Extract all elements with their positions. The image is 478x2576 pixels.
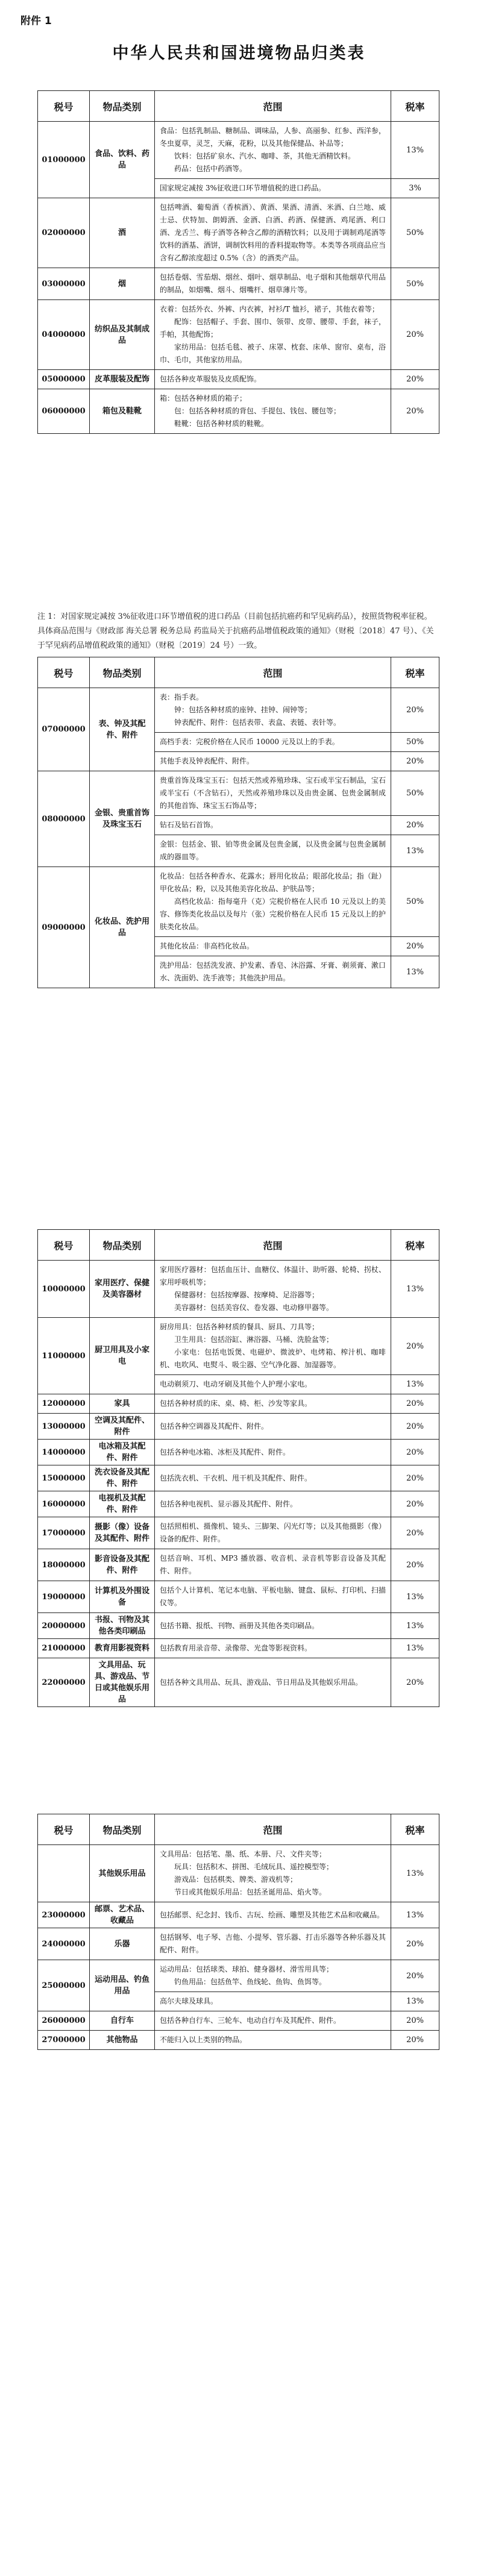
table-row [38,1845,439,1902]
range-line: 钟：包括各种材质的座钟、挂钟、闹钟等； [174,706,312,714]
range-line: 其他化妆品：非高档化妆品。 [160,942,254,950]
range-cell [155,1581,391,1613]
category-name: 表、钟及其配件、附件 [90,688,155,771]
category-name: 自行车 [90,2011,155,2031]
tax-rate: 13% [391,1261,439,1318]
tax-rate: 13% [391,1845,439,1902]
table-row [38,1465,439,1491]
category-name: 影音设备及其配件、附件 [90,1549,155,1581]
table-row [38,1414,439,1440]
range-line: 小家电：包括电饭煲、电磁炉、微波炉、电烤箱、榨汁机、咖啡机、电吹风、电熨斗、吸尘器、空气净化器、加湿器等。 [160,1348,386,1369]
tax-rate: 20% [391,389,439,434]
range-line: 钓鱼用品：包括鱼竿、鱼线轮、鱼钩、鱼饵等。 [174,1978,327,1986]
table-note: 注 1：对国家规定减按 3%征收进口环节增值税的进口药品（目前包括抗癌药和罕见病药品），按照货物税率征税。具体商品范围与《财政部 海关总署 税务总局 药监局关于抗癌药品增值税政策的通知》（财税〔2018〕47 号）、《关于罕见病药品增值税政策的通知》（财税〔2019〕24 号）一致。 [37,612,434,650]
range-line: 美容器材：包括美容仪、卷发器、电动修甲器等。 [174,1303,334,1312]
category-name: 电冰箱及其配件、附件 [90,1440,155,1465]
range-line: 包括邮票、纪念封、钱币、古玩、绘画、雕塑及其他艺术品和收藏品。 [160,1910,385,1919]
range-cell [155,733,391,752]
range-cell [155,1261,391,1318]
category-name: 烟 [90,268,155,300]
range-cell [155,1992,391,2011]
range-cell [155,2031,391,2050]
range-line: 节日或其他娱乐用品：包括圣诞用品、焰火等。 [174,1888,327,1896]
tax-rate: 20% [391,300,439,370]
range-cell [155,816,391,835]
header-code: 税号 [38,1230,90,1261]
header-rate: 税率 [391,91,439,122]
tax-rate: 13% [391,1902,439,1928]
tariff-code: 01000000 [38,122,90,198]
attachment-label: 附件 1 [20,15,52,27]
table-row [38,688,439,733]
range-cell [155,2011,391,2031]
tax-rate: 13% [391,1613,439,1639]
table-row [38,1318,439,1375]
table-row [38,1517,439,1549]
range-cell [155,937,391,956]
table-row [38,1639,439,1658]
table-row [38,1902,439,1928]
classification-table-part-1 [37,90,439,434]
range-line: 玩具：包括积木、拼图、毛绒玩具、遥控模型等； [174,1863,334,1871]
range-line: 高档化妆品：指每毫升（克）完税价格在人民币 10 元及以上的美容、修饰类化妆品以及每片（张）完税价格在人民币 15 元及以上的护肤类化妆品。 [160,897,386,931]
table-row [38,1440,439,1465]
range-line: 包括钢琴、电子琴、吉他、小提琴、管乐器、打击乐器等各种乐器及其配件、附件。 [160,1933,386,1954]
range-cell [155,1375,391,1394]
table-row [38,1394,439,1414]
table-row [38,122,439,179]
range-line: 电动剃须刀、电动牙刷及其他个人护理小家电。 [160,1380,312,1388]
range-line: 包括各种材质的床、桌、椅、柜、沙发等家具。 [160,1399,312,1408]
range-cell [155,389,391,434]
range-cell [155,1318,391,1375]
category-name: 箱包及鞋靴 [90,389,155,434]
header-range: 范围 [155,657,391,688]
range-line: 表：指手表。 [160,693,204,701]
range-line: 包括各种电视机、显示器及其配件、附件。 [160,1499,298,1508]
tax-rate: 20% [391,1658,439,1707]
range-cell [155,179,391,198]
table-row [38,370,439,389]
header-row [38,1230,439,1261]
range-line: 钟表配件、附件：包括表带、表盒、表链、表针等。 [174,718,341,727]
tax-rate: 20% [391,370,439,389]
tax-rate: 50% [391,268,439,300]
tariff-code: 08000000 [38,771,90,867]
tariff-code: 21000000 [38,1639,90,1658]
header-code: 税号 [38,657,90,688]
tariff-code: 09000000 [38,867,90,988]
range-line: 其他手表及钟表配件、附件。 [160,757,254,765]
range-cell [155,370,391,389]
range-line: 包括各种空调器及其配件、附件。 [160,1421,269,1431]
header-row [38,91,439,122]
tariff-code: 24000000 [38,1928,90,1960]
category-name: 空调及其配件、附件 [90,1414,155,1440]
range-line: 食品：包括乳制品、糖制品、调味品，人参、高丽参、红参、西洋参，冬虫夏草，灵芝，天麻，花粉，以及其他保健品、补品等； [160,127,386,148]
page-title: 中华人民共和国进境物品归类表 [112,44,366,63]
table-row [38,1261,439,1318]
range-line: 卫生用具：包括浴缸、淋浴器、马桶、洗脸盆等； [174,1335,334,1344]
header-code: 税号 [38,91,90,122]
table-row [38,1928,439,1960]
range-line: 家用医疗器材：包括血压计、血糖仪、体温计、助听器、轮椅、拐杖、家用呼吸机等； [160,1265,386,1286]
range-line: 包括各种文具用品、玩具、游戏品、节日用品及其他娱乐用品。 [160,1678,363,1687]
tax-rate: 20% [391,1517,439,1549]
tariff-code: 04000000 [38,300,90,370]
header-category: 物品类别 [90,1814,155,1845]
category-name: 电视机及其配件、附件 [90,1491,155,1517]
tax-rate: 20% [391,1465,439,1491]
tariff-code: 22000000 [38,1658,90,1707]
tariff-code: 20000000 [38,1613,90,1639]
range-line: 高档手表：完税价格在人民币 10000 元及以上的手表。 [160,738,339,746]
range-cell [155,1394,391,1414]
header-rate: 税率 [391,657,439,688]
range-line: 配饰：包括帽子、手套、围巾、领带、皮带、腰带、手套，袜子，手帕，其他配饰； [160,318,386,339]
category-name: 乐器 [90,1928,155,1960]
table-row [38,2031,439,2050]
table-row [38,1613,439,1639]
tax-rate: 20% [391,1414,439,1440]
tax-rate: 20% [391,937,439,956]
range-line: 包括教育用录音带、录像带、光盘等影视资料。 [160,1644,312,1652]
range-line: 包括各种皮革服装及皮质配饰。 [160,375,262,383]
range-line: 金银：包括金、银、铂等贵金属及包贵金属，以及贵金属与包贵金属制成的器皿等。 [160,840,386,861]
range-line: 包括个人计算机、笔记本电脑、平板电脑、键盘、鼠标、打印机、扫描仪等。 [160,1586,386,1607]
range-cell [155,1928,391,1960]
range-cell [155,198,391,268]
tax-rate: 13% [391,1992,439,2011]
tax-rate: 20% [391,816,439,835]
tariff-code: 17000000 [38,1517,90,1549]
range-line: 文具用品：包括笔、墨、纸、本册、尺、文件夹等； [160,1850,327,1858]
tax-rate: 20% [391,1960,439,1992]
tax-rate: 20% [391,1928,439,1960]
range-cell [155,1440,391,1465]
range-line: 包：包括各种材质的背包、手提包、钱包、腰包等； [174,407,341,415]
range-cell [155,956,391,988]
category-name: 书报、刊物及其他各类印刷品 [90,1613,155,1639]
range-line: 包括卷烟、雪茄烟、烟丝、烟叶、烟草制品、电子烟和其他烟草代用品的制品，如烟嘴、烟斗、烟嘴杆、烟草薄片等。 [160,273,386,294]
category-name: 文具用品、玩具、游戏品、节日或其他娱乐用品 [90,1658,155,1707]
header-rate: 税率 [391,1230,439,1261]
category-name: 洗衣设备及其配件、附件 [90,1465,155,1491]
header-category: 物品类别 [90,91,155,122]
range-line: 包括各种自行车、三轮车、电动自行车及其配件、附件。 [160,2016,341,2025]
tariff-code: 27000000 [38,2031,90,2050]
tariff-code: 07000000 [38,688,90,771]
category-name: 食品、饮料、药品 [90,122,155,198]
tariff-code: 18000000 [38,1549,90,1581]
table-row [38,389,439,434]
tariff-code: 02000000 [38,198,90,268]
range-cell [155,1639,391,1658]
tariff-code: 25000000 [38,1960,90,2011]
tax-rate: 20% [391,1318,439,1375]
tax-rate: 13% [391,122,439,179]
classification-table-part-3 [37,1229,439,1707]
header-range: 范围 [155,91,391,122]
tariff-code: 12000000 [38,1394,90,1414]
table-row [38,771,439,816]
tariff-code: 16000000 [38,1491,90,1517]
range-cell [155,1613,391,1639]
category-name: 金银、贵重首饰及珠宝玉石 [90,771,155,867]
table-row [38,198,439,268]
range-line: 药品：包括中药酒等。 [174,165,247,173]
category-name: 其他娱乐用品 [90,1845,155,1902]
category-name: 家具 [90,1394,155,1414]
range-cell [155,688,391,733]
tax-rate: 20% [391,688,439,733]
tax-rate: 50% [391,867,439,937]
range-cell [155,752,391,771]
tariff-code: 19000000 [38,1581,90,1613]
range-line: 包括照相机、摄像机、镜头、三脚架、闪光灯等；以及其他摄影（像）设备的配件、附件。 [160,1522,386,1543]
range-line: 游戏品：包括棋类、牌类、游戏机等； [174,1875,298,1884]
table-row [38,300,439,370]
category-name: 摄影（像）设备及其配件、附件 [90,1517,155,1549]
category-name: 计算机及外围设备 [90,1581,155,1613]
tariff-code: 03000000 [38,268,90,300]
category-name: 酒 [90,198,155,268]
range-line: 饮料：包括矿泉水、汽水、咖啡、茶，其他无酒精饮料。 [174,152,356,160]
range-line: 国家规定减按 3%征收进口环节增值税的进口药品。 [160,184,325,192]
tax-rate: 50% [391,198,439,268]
range-cell [155,1845,391,1902]
range-line: 箱：包括各种材质的箱子； [160,394,247,403]
tariff-code: 14000000 [38,1440,90,1465]
range-line: 衣着：包括外衣、外裤、内衣裤，衬衫/T 恤衫，裙子，其他衣着等； [160,305,379,313]
category-name: 皮革服装及配饰 [90,370,155,389]
category-name: 家用医疗、保健及美容器材 [90,1261,155,1318]
tax-rate: 50% [391,771,439,816]
tax-rate: 20% [391,1549,439,1581]
header-row [38,1814,439,1845]
tariff-code: 05000000 [38,370,90,389]
range-line: 包括各种电冰箱、冰柜及其配件、附件。 [160,1447,291,1456]
range-cell [155,1517,391,1549]
range-cell [155,1902,391,1928]
header-category: 物品类别 [90,1230,155,1261]
range-line: 包括洗衣机、干衣机、甩干机及其配件、附件。 [160,1473,312,1482]
tax-rate: 20% [391,1440,439,1465]
range-line: 钻石及钻石首饰。 [160,821,218,829]
tariff-code: 15000000 [38,1465,90,1491]
range-cell [155,122,391,179]
tariff-code: 06000000 [38,389,90,434]
range-line: 化妆品：包括各种香水、花露水；唇用化妆品；眼部化妆品；指（趾）甲化妆品；粉，以及其他美容化妆品、护肤品等； [160,872,386,893]
tax-rate: 20% [391,2011,439,2031]
category-name: 其他物品 [90,2031,155,2050]
range-line: 厨房用具：包括各种材质的餐具、厨具、刀具等； [160,1323,319,1331]
range-cell [155,300,391,370]
range-cell [155,1414,391,1440]
category-name: 邮票、艺术品、收藏品 [90,1902,155,1928]
header-rate: 税率 [391,1814,439,1845]
header-range: 范围 [155,1230,391,1261]
range-cell [155,1549,391,1581]
category-name: 教育用影视资料 [90,1639,155,1658]
category-name: 运动用品、钓鱼用品 [90,1960,155,2011]
tariff-code: 10000000 [38,1261,90,1318]
range-cell [155,771,391,816]
header-row [38,657,439,688]
range-cell [155,268,391,300]
table-row [38,1549,439,1581]
range-line: 保健器材：包括按摩器、按摩椅、足浴器等； [174,1291,319,1299]
range-line: 家纺用品：包括毛毯、被子、床罩、枕套、床单、窗帘、桌布，浴巾、毛巾，其他家纺用品。 [160,343,386,364]
tax-rate: 50% [391,733,439,752]
header-code: 税号 [38,1814,90,1845]
table-row [38,1960,439,1992]
category-name: 纺织品及其制成品 [90,300,155,370]
range-cell [155,1491,391,1517]
range-cell [155,867,391,937]
table-row [38,1658,439,1707]
tax-rate: 20% [391,2031,439,2050]
range-line: 包括书籍、报纸、刊物、画册及其他各类印刷品。 [160,1621,319,1630]
tariff-code: 11000000 [38,1318,90,1394]
tax-rate: 13% [391,956,439,988]
header-category: 物品类别 [90,657,155,688]
tax-rate: 20% [391,1394,439,1414]
tax-rate: 13% [391,1375,439,1394]
tariff-code [38,1845,90,1902]
tax-rate: 20% [391,752,439,771]
range-cell [155,1465,391,1491]
tariff-code: 26000000 [38,2011,90,2031]
header-range: 范围 [155,1814,391,1845]
tax-rate: 20% [391,1491,439,1517]
category-name: 厨卫用具及小家电 [90,1318,155,1394]
tax-rate: 13% [391,835,439,867]
classification-table-part-2 [37,657,439,988]
table-row [38,268,439,300]
range-cell [155,835,391,867]
tariff-code: 23000000 [38,1902,90,1928]
tariff-code: 13000000 [38,1414,90,1440]
table-row [38,867,439,937]
table-row [38,2011,439,2031]
range-line: 不能归入以上类别的物品。 [160,2035,247,2044]
range-line: 包括音响、耳机、MP3 播放器、收音机、录音机等影音设备及其配件、附件。 [160,1554,386,1575]
range-line: 运动用品：包括球类、球拍、健身器材、滑雪用具等； [160,1965,334,1973]
range-line: 高尔夫球及球具。 [160,1997,218,2005]
range-cell [155,1658,391,1707]
category-name: 化妆品、洗护用品 [90,867,155,988]
table-row [38,1491,439,1517]
range-line: 鞋靴：包括各种材质的鞋靴。 [174,419,269,428]
classification-table-part-4 [37,1814,439,2050]
range-line: 包括啤酒、葡萄酒（香槟酒）、黄酒、果酒、清酒、米酒、白兰地、威士忌、伏特加、朗姆酒、金酒、白酒、药酒、保健酒、鸡尾酒、利口酒、龙舌兰、梅子酒等各种含乙醇的酒精饮料；以及用于调制鸡尾酒等饮料的酒基、酒饼，调制饮料用的香料提取物等。本类等各项商品应当含有乙醇浓度超过 0.5%（含）的酒类产品。 [160,203,386,262]
range-line: 贵重首饰及珠宝玉石：包括天然或养殖珍珠、宝石或半宝石制品，宝石或半宝石（不含钻石），天然或养殖珍珠以及由贵金属、包贵金属制成的其他首饰、珠宝玉石饰品等； [160,776,386,810]
tax-rate: 3% [391,179,439,198]
range-cell [155,1960,391,1992]
tax-rate: 13% [391,1581,439,1613]
range-line: 洗护用品：包括洗发液、护发素、香皂、沐浴露、牙膏、剃须膏、漱口水、洗面奶、洗手液等；其他洗护用品。 [160,961,386,982]
tax-rate: 13% [391,1639,439,1658]
table-row [38,1581,439,1613]
